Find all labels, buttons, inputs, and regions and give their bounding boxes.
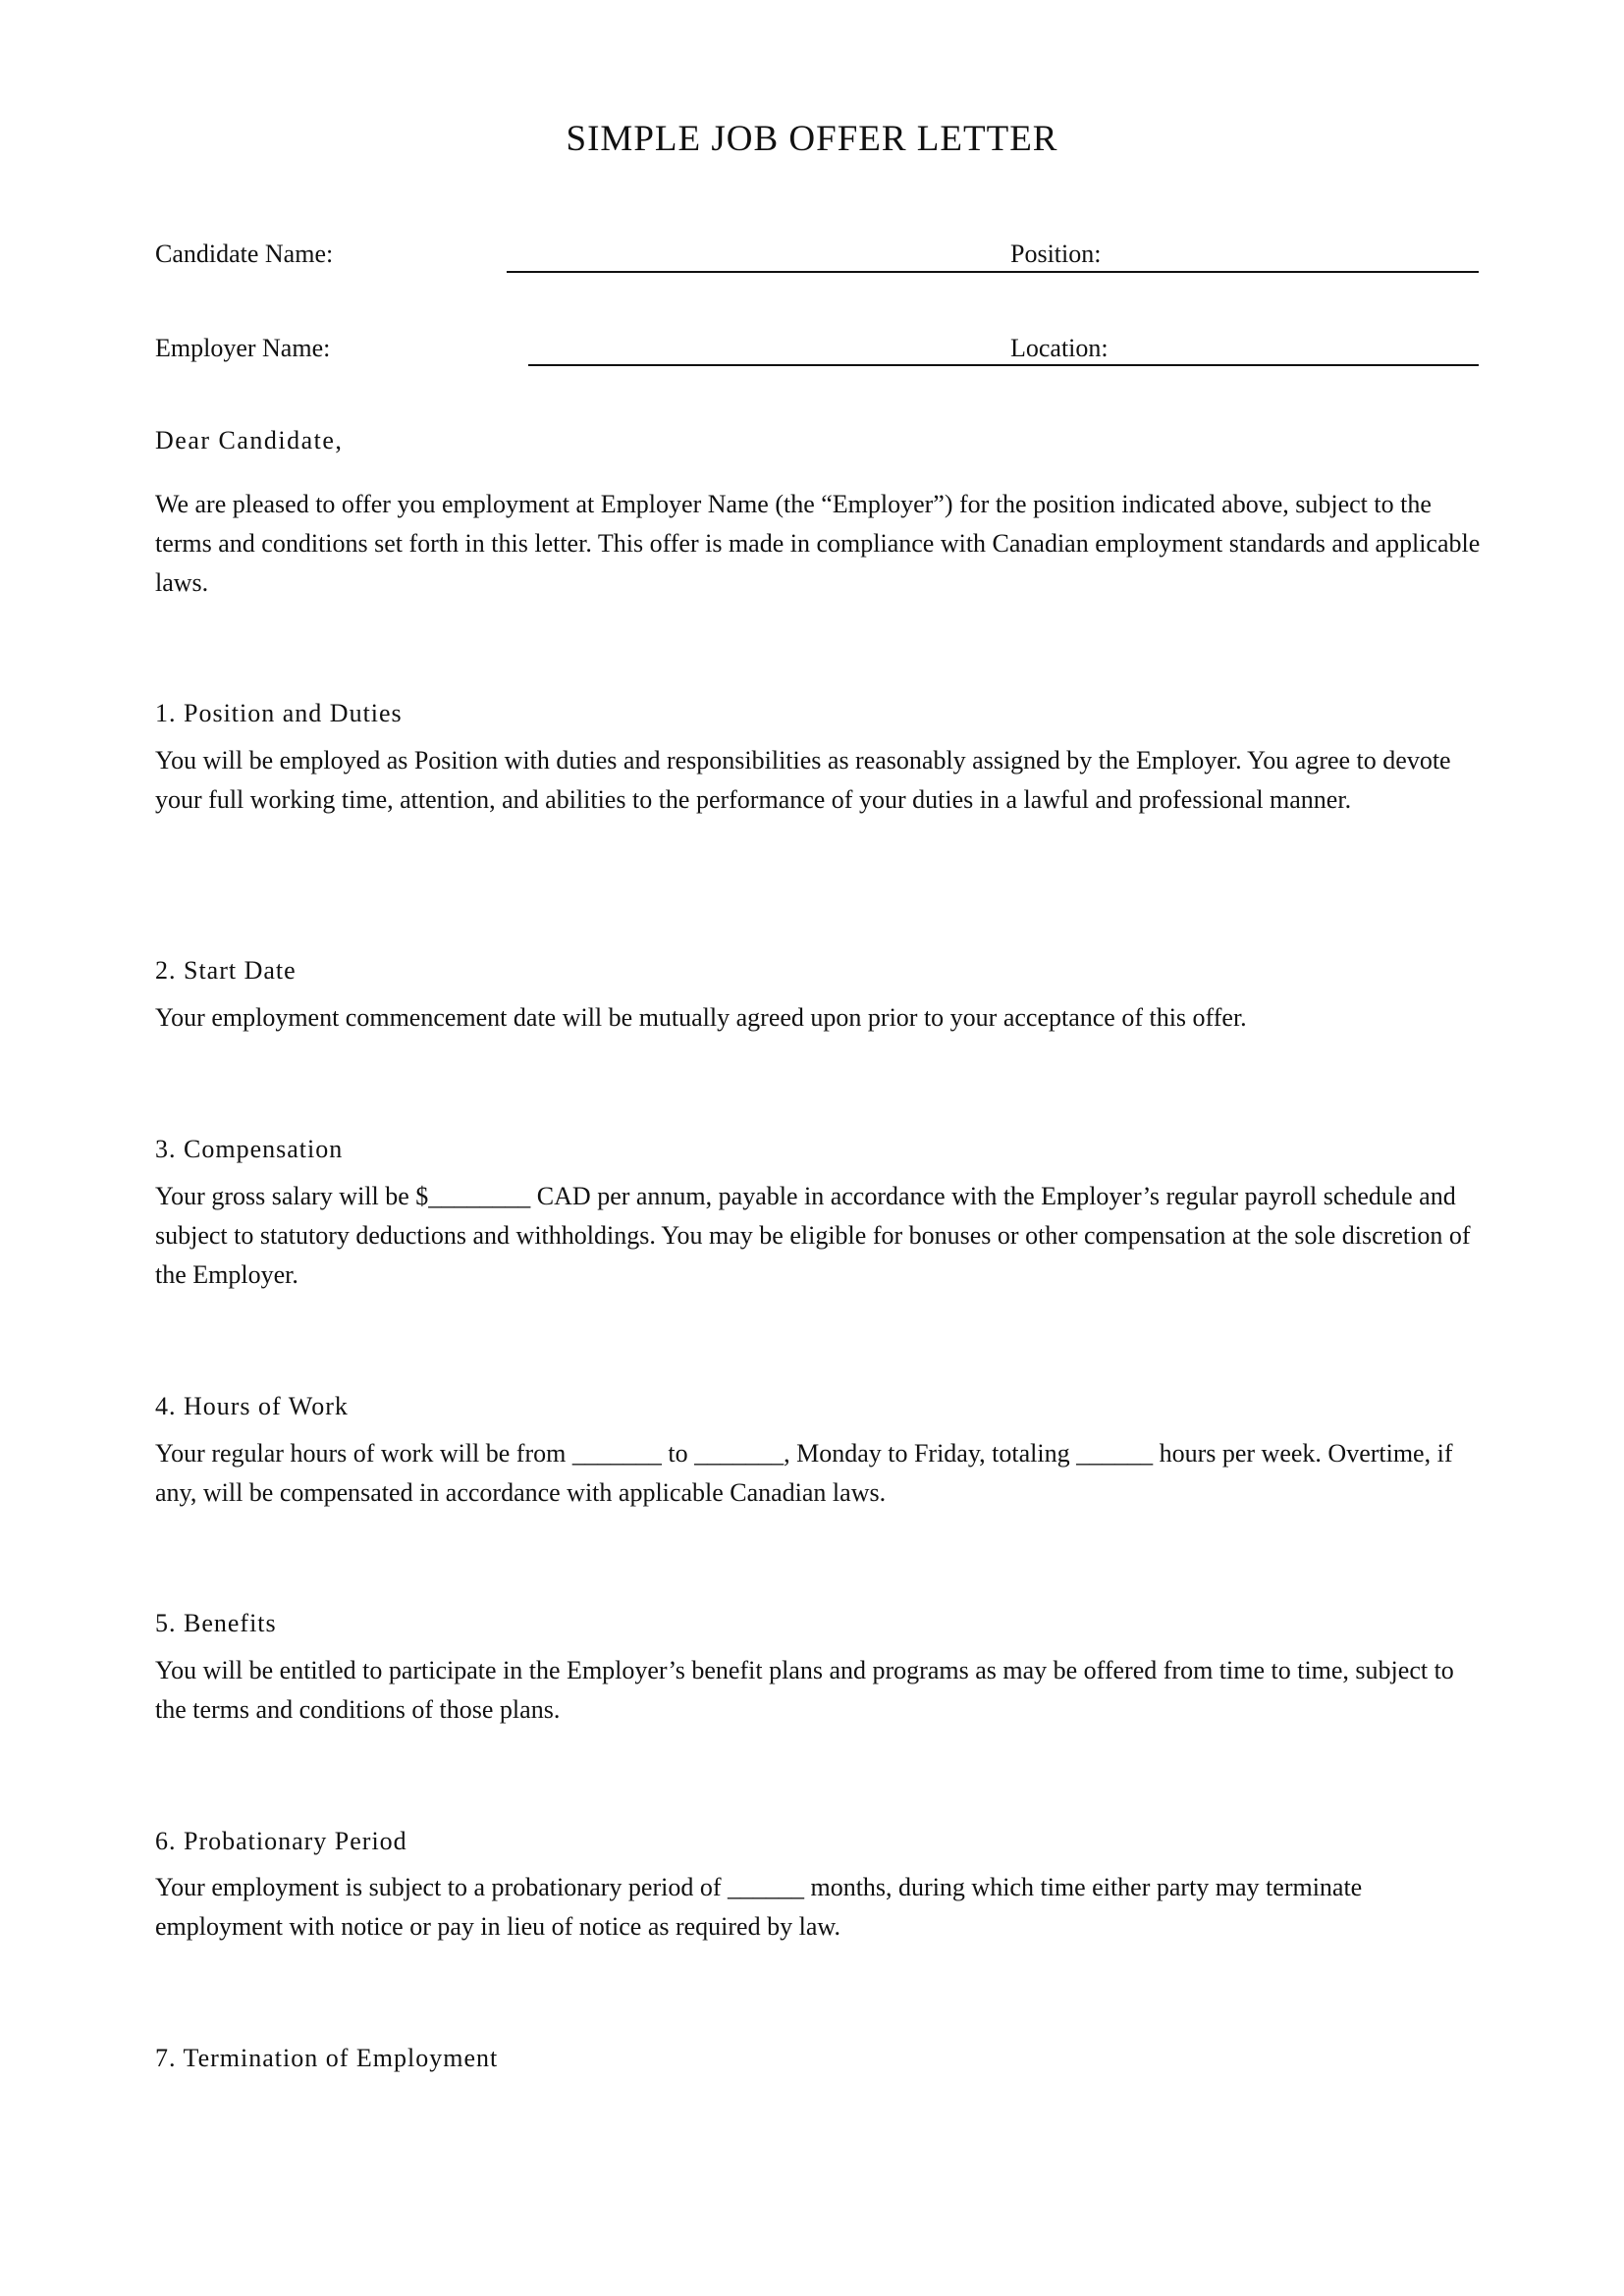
employer-name-label: Employer Name:	[155, 334, 331, 362]
candidate-name-label: Candidate Name:	[155, 240, 334, 268]
section-heading: 1. Position and Duties	[155, 699, 403, 727]
salutation: Dear Candidate,	[155, 426, 344, 454]
section-heading: 7. Termination of Employment	[155, 2044, 499, 2072]
section-body: Your gross salary will be $________ CAD per annum, payable in accordance with the Employer’s regular payroll schedule and subject to statutory deductions and withholdings. You may be eligible for bonuses or other compensation at the sole discretion of the Employer.	[155, 1182, 1471, 1289]
section-body: Your regular hours of work will be from _______ to _______, Monday to Friday, totaling ______ hours per week. Overtime, if any, will be compensated in accordance with applicable Canadian laws.	[155, 1439, 1453, 1507]
section-body: You will be entitled to participate in the Employer’s benefit plans and programs as may be offered from time to time, subject to the terms and conditions of those plans.	[155, 1656, 1454, 1724]
section-heading: 6. Probationary Period	[155, 1827, 407, 1855]
section-heading: 3. Compensation	[155, 1135, 344, 1163]
section-heading: 5. Benefits	[155, 1609, 277, 1637]
section-heading: 4. Hours of Work	[155, 1392, 349, 1420]
position-label: Position:	[1010, 240, 1102, 268]
document-title: SIMPLE JOB OFFER LETTER	[566, 119, 1058, 159]
employer-name-line[interactable]	[528, 364, 1479, 366]
section-body: Your employment is subject to a probationary period of ______ months, during which time either party may terminate employment with notice or pay in lieu of notice as required by law.	[155, 1873, 1363, 1941]
location-label: Location:	[1010, 334, 1109, 362]
section-body: Your employment commencement date will be mutually agreed upon prior to your acceptance of this offer.	[155, 1003, 1247, 1032]
intro-paragraph: We are pleased to offer you employment at Employer Name (the “Employer”) for the position indicated above, subject to the terms and conditions set forth in this letter. This offer is made in compliance with Canadian employment standards and applicable laws.	[155, 490, 1481, 597]
candidate-name-line[interactable]	[507, 271, 1479, 273]
section-heading: 2. Start Date	[155, 956, 297, 985]
section-body: You will be employed as Position with duties and responsibilities as reasonably assigned by the Employer. You agree to devote your full working time, attention, and abilities to the performance of your duties in a lawful and professional manner.	[155, 746, 1451, 814]
